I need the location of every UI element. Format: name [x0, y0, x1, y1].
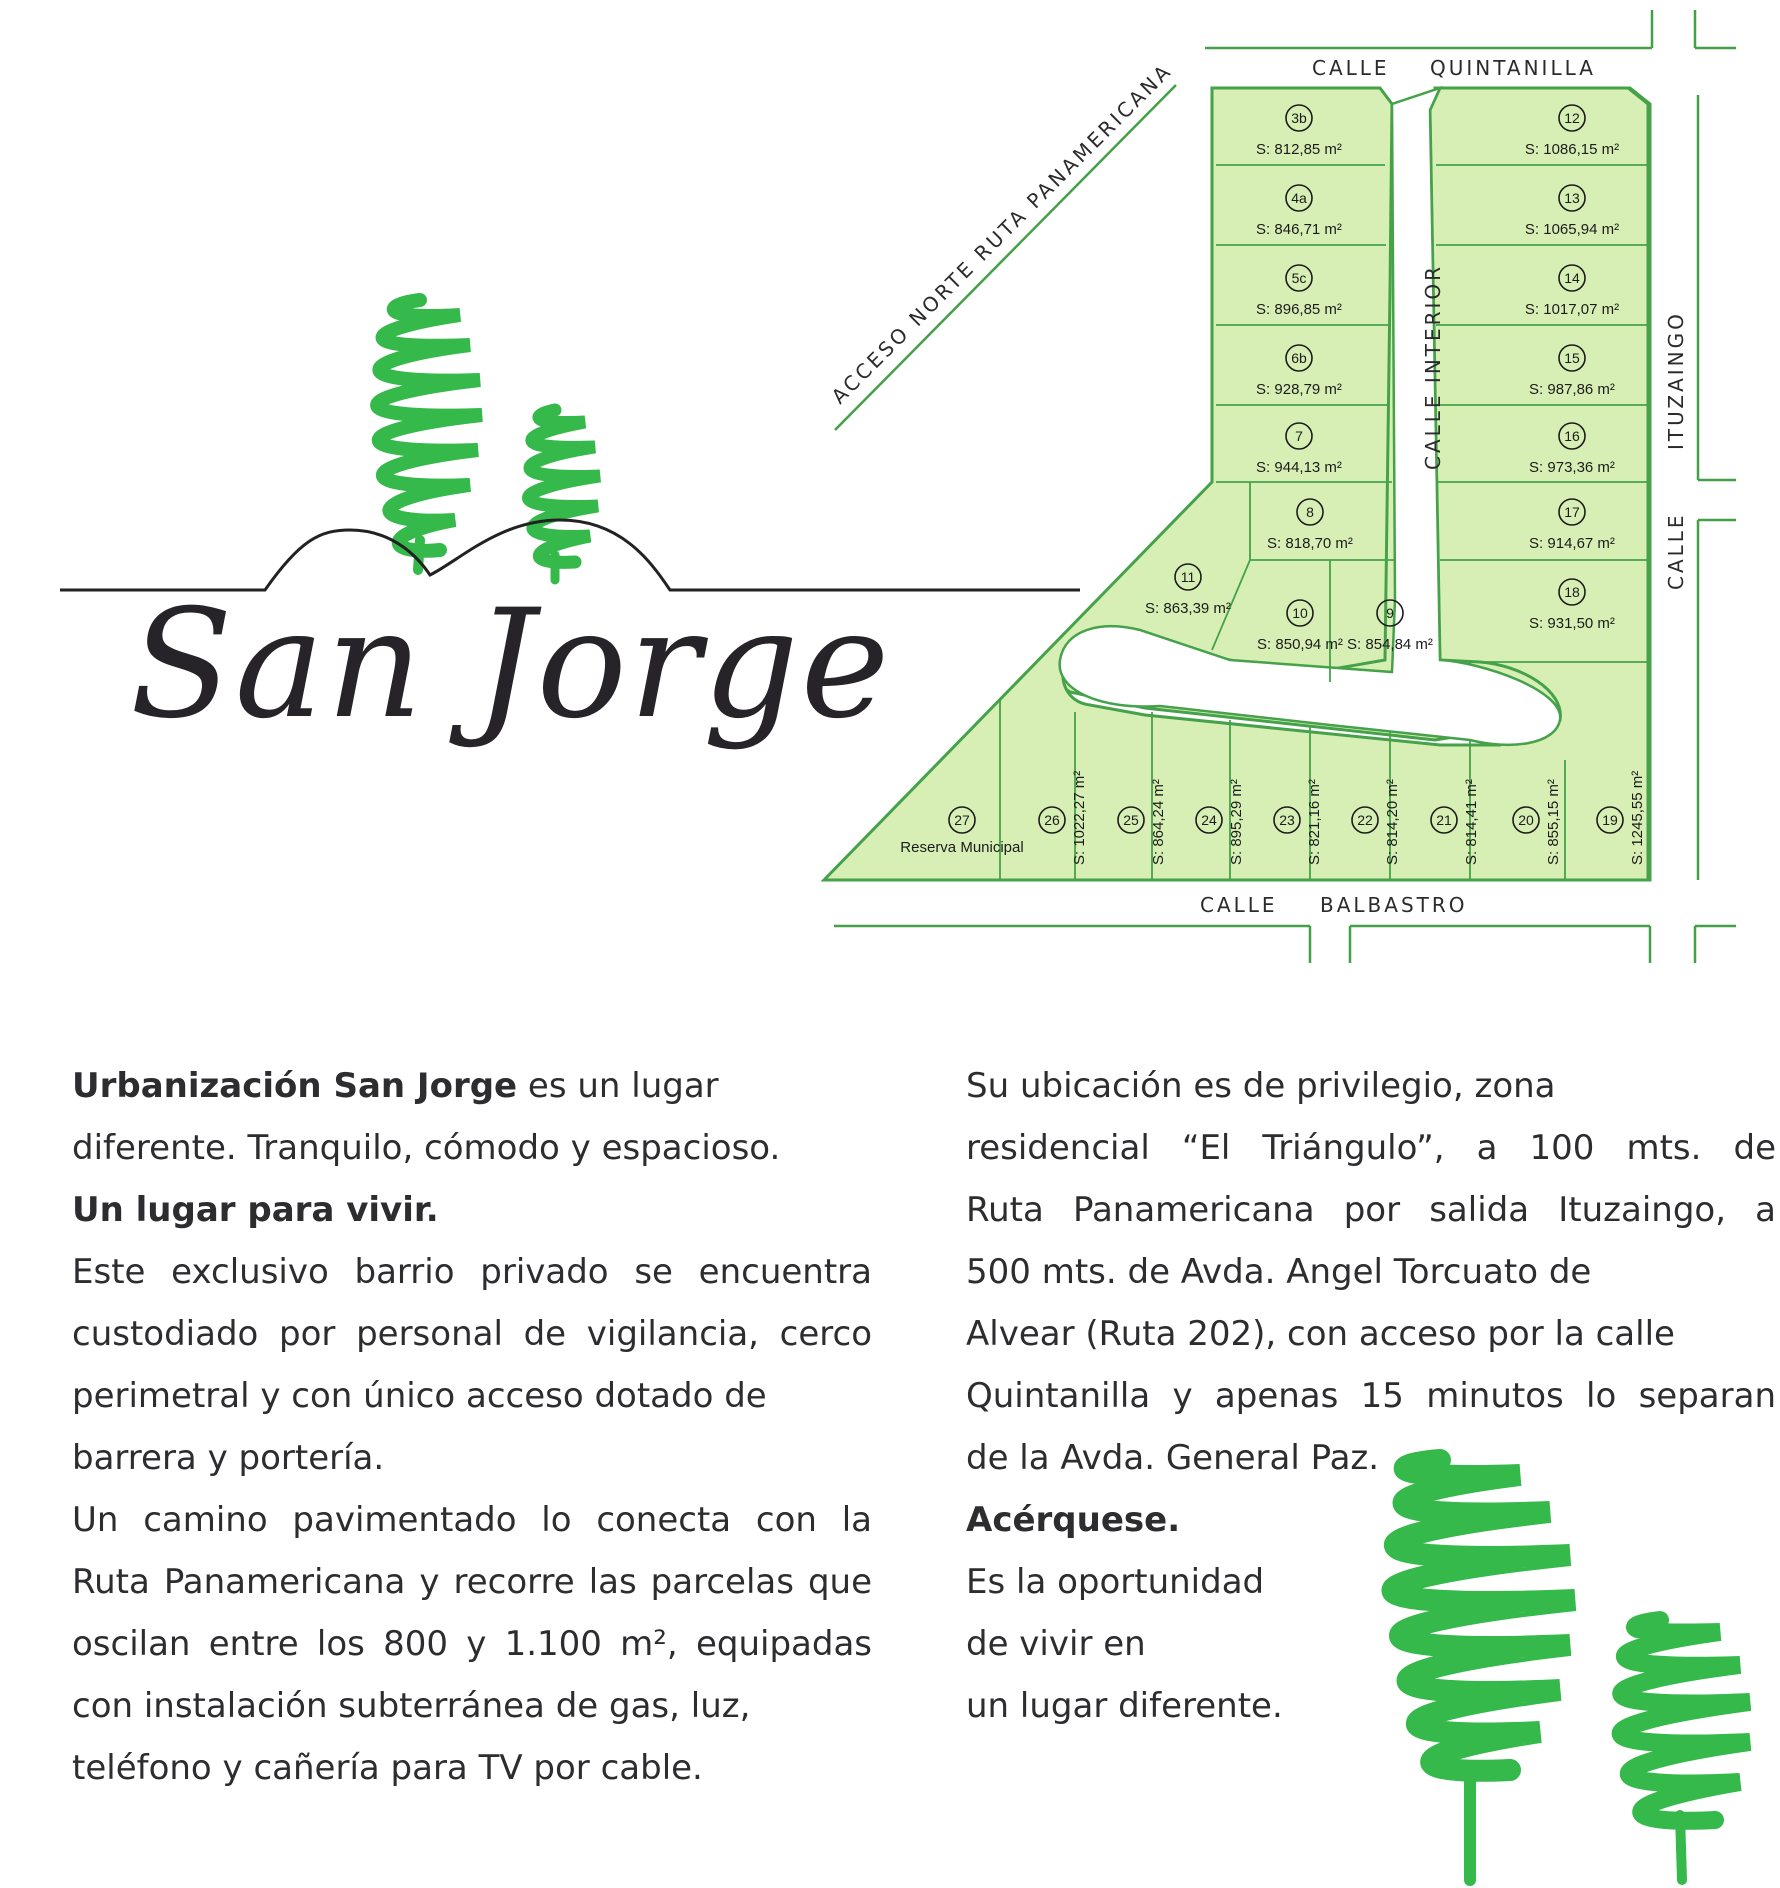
lot-area: S: 846,71 m²	[1256, 221, 1342, 238]
lot-number: 19	[1602, 812, 1618, 828]
road-line-1: Un camino pavimentado lo conecta con la	[72, 1500, 872, 1540]
lot-number: 8	[1306, 504, 1314, 520]
street-label-interior: CALLE INTERIOR	[1421, 263, 1445, 470]
lot-area: S: 855,15 m²	[1545, 779, 1562, 865]
lot-number: 18	[1564, 584, 1580, 600]
street-label-calle-right: CALLE	[1664, 512, 1688, 590]
lot-number: 4a	[1291, 190, 1307, 206]
street-label-calle-top: CALLE	[1312, 56, 1390, 80]
lot-number: 15	[1564, 350, 1580, 366]
lot-area: S: 895,29 m²	[1228, 779, 1245, 865]
left-column	[72, 1055, 872, 1799]
tagline: Un lugar para vivir.	[72, 1190, 439, 1230]
location-line-1: Su ubicación es de privilegio, zona	[966, 1066, 1556, 1106]
lot-area: S: 1022,27 m²	[1071, 770, 1088, 865]
site-map	[824, 88, 1648, 880]
intro-line-2: diferente. Tranquilo, cómodo y espacioso.	[72, 1128, 781, 1168]
lot-number: 5c	[1291, 270, 1307, 286]
tree-large-icon	[1392, 1460, 1575, 1880]
closing-line-3: un lugar diferente.	[966, 1686, 1283, 1726]
lot-area: S: 928,79 m²	[1256, 381, 1342, 398]
lot-number: 26	[1044, 812, 1060, 828]
security-line-2: custodiado por personal de vigilancia, cerco	[72, 1314, 872, 1354]
closing-line-1: Es la oportunidad	[966, 1562, 1265, 1602]
security-line-3: perimetral y con único acceso dotado de	[72, 1376, 767, 1416]
street-label-ituzaingo: ITUZAINGO	[1664, 311, 1688, 450]
security-line-1: Este exclusivo barrio privado se encuentra	[72, 1252, 872, 1292]
lot-number: 25	[1123, 812, 1139, 828]
lot-number: 6b	[1291, 350, 1307, 366]
lot-area: S: 812,85 m²	[1256, 141, 1342, 158]
lot-area: S: 1065,94 m²	[1524, 221, 1620, 238]
lot-area: S: 1086,15 m²	[1524, 141, 1620, 158]
street-label-quintanilla: QUINTANILLA	[1430, 56, 1596, 80]
lot-number: 21	[1436, 812, 1452, 828]
closing-line-2: de vivir en	[966, 1624, 1146, 1664]
brand-title: San Jorge	[130, 578, 892, 752]
security-line-4: barrera y portería.	[72, 1438, 385, 1478]
lot-number: 7	[1295, 428, 1303, 444]
lot-area: S: 931,50 m²	[1529, 615, 1615, 632]
street-label-panamericana: ACCESO NORTE RUTA PANAMERICANA	[826, 58, 1177, 409]
lot-area: S: 914,67 m²	[1529, 535, 1615, 552]
location-line-5: Alvear (Ruta 202), con acceso por la calle	[966, 1314, 1675, 1354]
lot-number: 10	[1292, 605, 1308, 621]
lot-area: S: 973,36 m²	[1529, 459, 1615, 476]
decorative-trees	[1320, 1420, 1780, 1888]
lot-area: S: 863,39 m²	[1145, 600, 1231, 617]
location-line-7: de la Avda. General Paz.	[966, 1438, 1380, 1478]
tree-small-icon	[1621, 1620, 1750, 1880]
location-line-3: Ruta Panamericana por salida Ituzaingo, a	[966, 1190, 1776, 1230]
location-line-6: Quintanilla y apenas 15 minutos lo separan	[966, 1376, 1776, 1416]
lot-number: 14	[1564, 270, 1580, 286]
call-to-action: Acérquese.	[966, 1500, 1181, 1540]
lot-area: S: 814,20 m²	[1384, 779, 1401, 865]
lot-number: 3b	[1291, 110, 1307, 126]
lot-area: S: 1245,55 m²	[1629, 770, 1646, 865]
intro-bold: Urbanización San Jorge	[72, 1066, 518, 1106]
lot-area: S: 850,94 m²	[1257, 636, 1343, 653]
lot-area: S: 1017,07 m²	[1524, 301, 1620, 318]
road-line-3: oscilan entre los 800 y 1.100 m², equipadas	[72, 1624, 872, 1664]
road-line-2: Ruta Panamericana y recorre las parcelas que	[72, 1562, 872, 1602]
road-line-5: teléfono y cañería para TV por cable.	[72, 1748, 703, 1788]
lot-area: S: 987,86 m²	[1529, 381, 1615, 398]
location-line-4: 500 mts. de Avda. Angel Torcuato de	[966, 1252, 1592, 1292]
logo-tree-large	[377, 300, 482, 570]
street-label-bottom	[1200, 893, 1468, 917]
lot-number: 17	[1564, 504, 1580, 520]
lot-area: Reserva Municipal	[900, 839, 1024, 856]
lot-number: 9	[1386, 605, 1394, 621]
lot-area: S: 896,85 m²	[1256, 301, 1342, 318]
lot-number: 12	[1564, 110, 1580, 126]
street-label-balbastro: BALBASTRO	[1320, 893, 1468, 917]
lot-number: 24	[1201, 812, 1217, 828]
lot-area: S: 814,41 m²	[1463, 779, 1480, 865]
lot-number: 22	[1357, 812, 1373, 828]
lot-number: 11	[1180, 569, 1196, 585]
lot-area: S: 854,84 m²	[1347, 636, 1433, 653]
lot-area: S: 944,13 m²	[1256, 459, 1342, 476]
lot-area: S: 864,24 m²	[1150, 779, 1167, 865]
lot-area: S: 821,16 m²	[1306, 779, 1323, 865]
logo-tree-small	[528, 410, 600, 580]
lot-area: S: 818,70 m²	[1267, 535, 1353, 552]
street-label-calle-bottom: CALLE	[1200, 893, 1278, 917]
lot-number: 20	[1518, 812, 1534, 828]
intro-rest: es un lugar	[517, 1066, 719, 1106]
intro-line-1	[72, 1055, 872, 1117]
street-label-right	[1664, 311, 1688, 590]
lot-number: 27	[954, 812, 970, 828]
road-line-4: con instalación subterránea de gas, luz,	[72, 1686, 751, 1726]
street-label-top	[1312, 56, 1596, 80]
lot-number: 16	[1564, 428, 1580, 444]
lot-number: 23	[1279, 812, 1295, 828]
location-line-2: residencial “El Triángulo”, a 100 mts. de	[966, 1128, 1776, 1168]
lot-number: 13	[1564, 190, 1580, 206]
